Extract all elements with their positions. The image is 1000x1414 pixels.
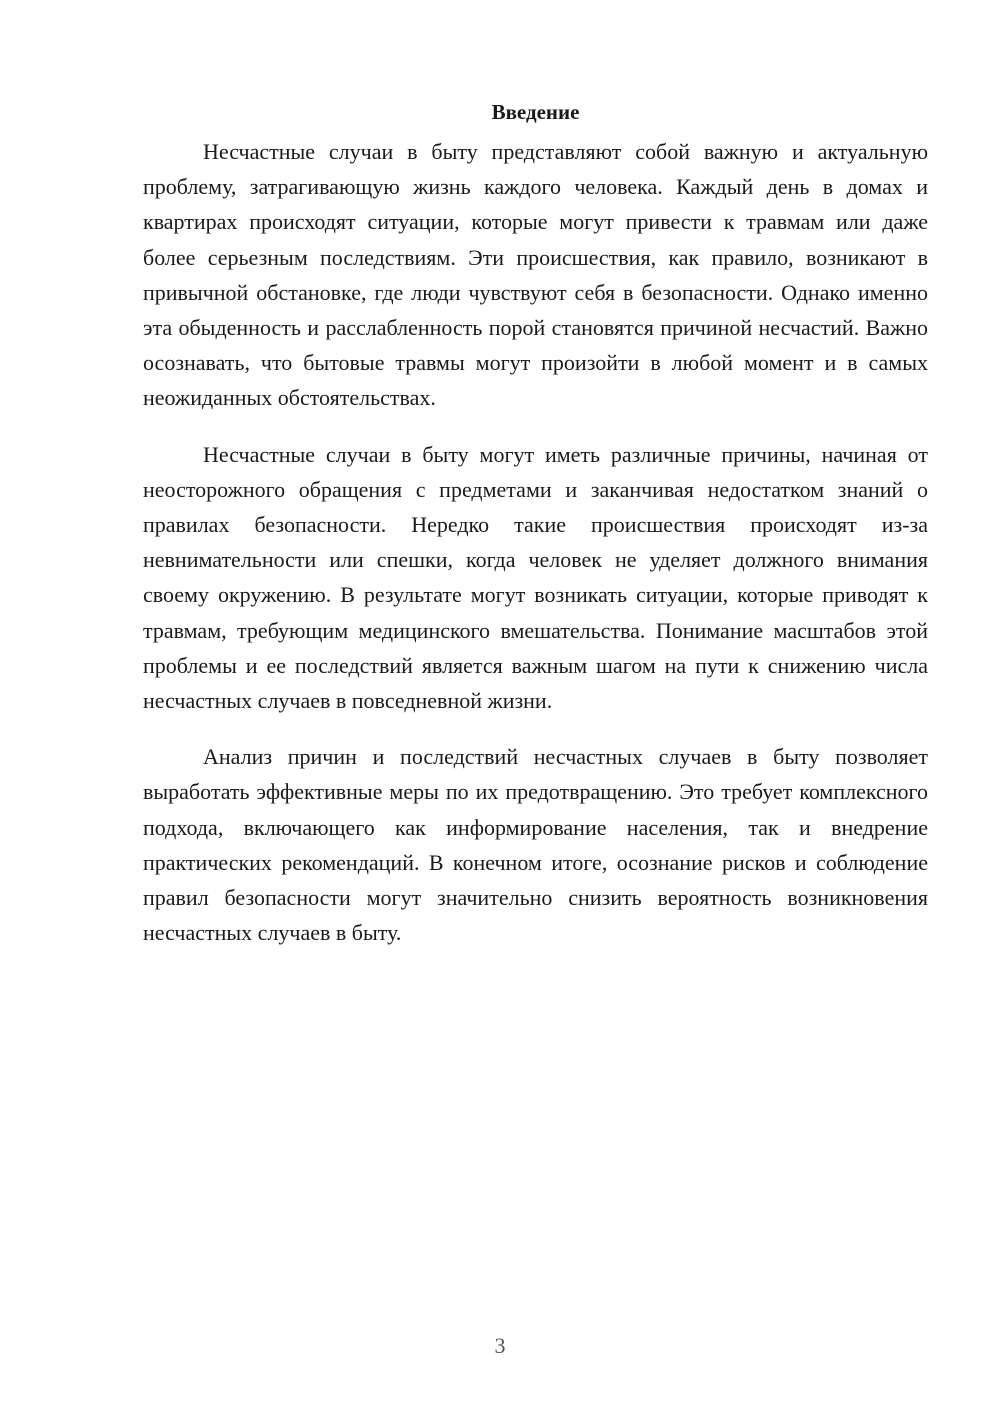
paragraph-2: Несчастные случаи в быту могут иметь различные причины, начиная от неосторожного обращения с предметами и заканчивая недостатком знаний о правилах безопасности. Нередко такие происшествия происходят из-за невнимательности или спешки, когда человек не уделяет должного внимания своему окружению. В результате могут возникать ситуации, которые приводят к травмам, требующим медицинского вмешательства. Понимание масштабов этой проблемы и ее последствий является важным шагом на пути к снижению числа несчастных случаев в повседневной жизни. (143, 441, 928, 714)
page-content (143, 98, 928, 971)
page-number: 3 (494, 1333, 506, 1358)
paragraph-3: Анализ причин и последствий несчастных случаев в быту позволяет выработать эффективные меры по их предотвращению. Это требует комплексного подхода, включающего как информирование населения, так и внедрение практических рекомендаций. В конечном итоге, осознание рисков и соблюдение правил безопасности могут значительно снизить вероятность возникновения несчастных случаев в быту. (143, 744, 928, 946)
paragraph-1: Несчастные случаи в быту представляют собой важную и актуальную проблему, затрагивающую жизнь каждого человека. Каждый день в домах и квартирах происходят ситуации, которые могут привести к травмам или даже более серьезным последствиям. Эти происшествия, как правило, возникают в привычной обстановке, где люди чувствуют себя в безопасности. Однако именно эта обыденность и расслабленность порой становятся причиной несчастий. Важно осознавать, что бытовые травмы могут произойти в любой момент и в самых неожиданных обстоятельствах. (143, 139, 928, 411)
section-title: Введение (491, 100, 580, 124)
